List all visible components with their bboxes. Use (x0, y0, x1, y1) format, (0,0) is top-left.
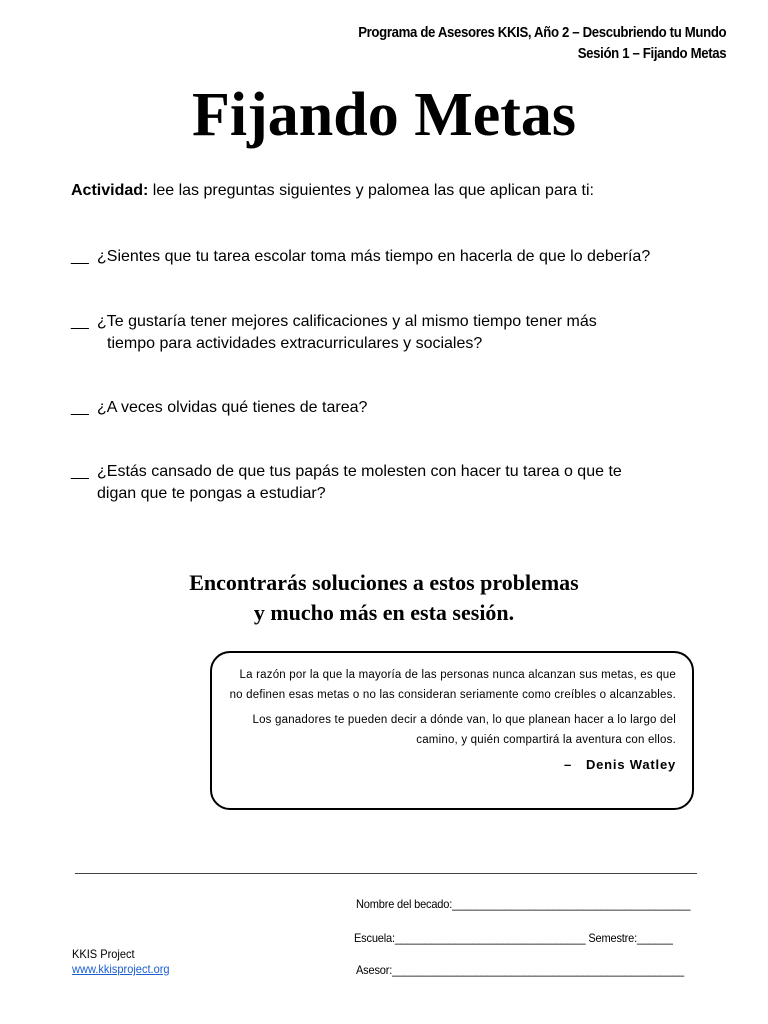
page-title: Fijando Metas (191, 81, 577, 149)
quote-box (210, 651, 694, 810)
quote-paragraph-2: Los ganadores te pueden decir a dónde van, lo que planean hacer a lo largo del camino, y quién compartirá la aventura con ellos. (252, 714, 676, 746)
footer (72, 947, 170, 977)
question-text-line: ¿Estás cansado de que tus papás te molesten con hacer tu tarea o que te (97, 463, 622, 480)
solutions-line-1: Encontrarás soluciones a estos problemas (189, 570, 579, 595)
activity-instructions (71, 182, 594, 200)
question-4 (71, 461, 731, 505)
section-divider (75, 873, 697, 874)
checkbox-blank[interactable]: __ (71, 463, 89, 480)
question-2 (71, 311, 731, 355)
quote-attribution (228, 755, 676, 775)
quote-dash: – (563, 757, 572, 772)
checkbox-blank[interactable]: __ (71, 399, 89, 416)
checkbox-blank[interactable]: __ (71, 248, 89, 265)
question-text-line: tiempo para actividades extracurriculares y sociales? (107, 335, 483, 352)
quote-author: Denis Watley (585, 757, 676, 772)
school-semester-field[interactable]: Escuela:________________________________ Semestre:______ (354, 931, 673, 945)
advisor-field[interactable]: Asesor:_________________________________________________ (356, 963, 684, 977)
question-text: ¿Sientes que tu tarea escolar toma más tiempo en hacerla de que lo debería? (97, 248, 651, 265)
question-1 (71, 246, 731, 268)
question-3 (71, 397, 731, 419)
checkbox-blank[interactable]: __ (71, 313, 89, 330)
footer-org: KKIS Project (72, 947, 135, 961)
quote-paragraph-1: La razón por la que la mayoría de las personas nunca alcanzan sus metas, es que no definen esas metas o no las consideran seriamente como creíbles o alcanzables. (229, 669, 676, 701)
student-name-field[interactable]: Nombre del becado:________________________________________ (356, 897, 691, 911)
header-program-line: Programa de Asesores KKIS, Año 2 – Descubriendo tu Mundo (357, 24, 726, 41)
question-text-line: digan que te pongas a estudiar? (97, 485, 326, 502)
question-text (97, 311, 731, 355)
activity-label: Actividad: (71, 182, 149, 199)
question-text (97, 461, 731, 505)
document-header (358, 22, 726, 64)
activity-text: lee las preguntas siguientes y palomea las que aplican para ti: (148, 182, 594, 199)
solutions-line-2: y mucho más en esta sesión. (253, 600, 515, 625)
solutions-heading (0, 568, 768, 628)
question-text: ¿A veces olvidas qué tienes de tarea? (97, 399, 368, 416)
footer-website-link[interactable]: www.kkisproject.org (72, 962, 170, 976)
question-text-line: ¿Te gustaría tener mejores calificaciones y al mismo tiempo tener más (97, 313, 597, 330)
header-session-line: Sesión 1 – Fijando Metas (577, 45, 726, 62)
